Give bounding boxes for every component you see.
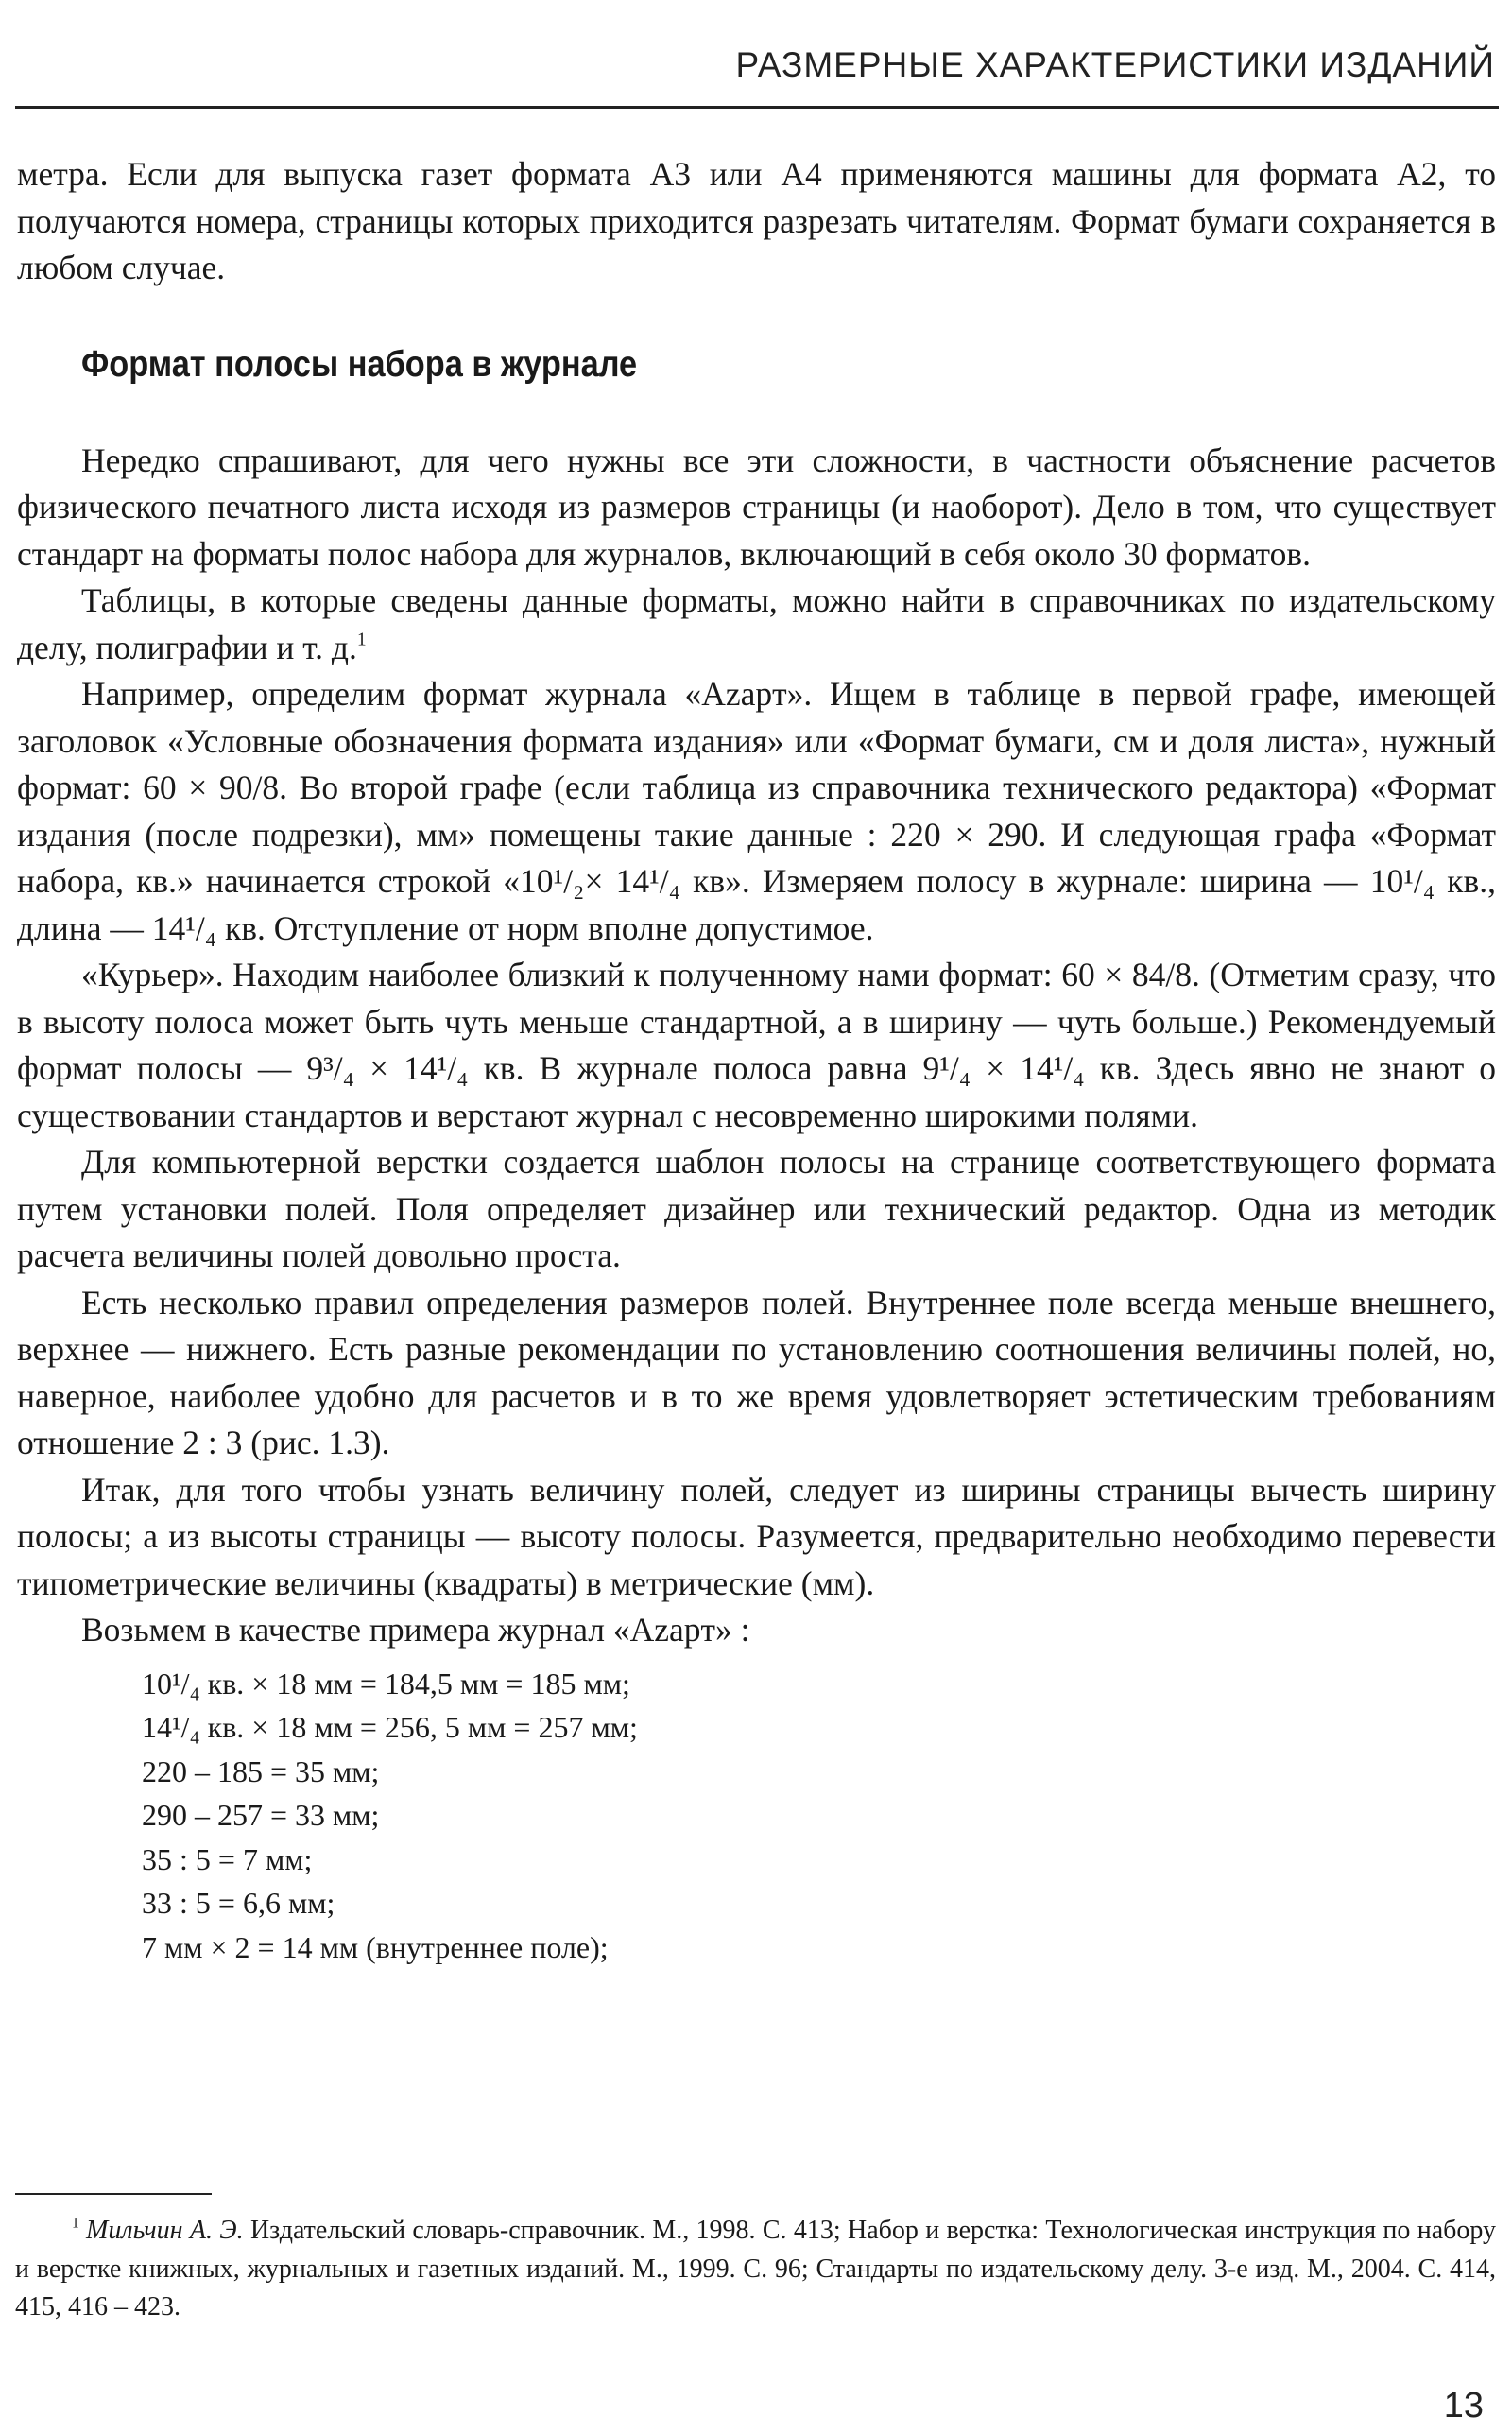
calculation-line: 7 мм × 2 = 14 мм (внутреннее поле); bbox=[142, 1929, 609, 1964]
section-heading: Формат полосы набора в журнале bbox=[81, 343, 638, 385]
paragraph-text: Таблицы, в которые сведены данные форматы, можно найти в справочниках по издательскому делу, полиграфии и т. д. bbox=[17, 581, 1496, 666]
running-title: РАЗМЕРНЫЕ ХАРАКТЕРИСТИКИ ИЗДАНИЙ bbox=[735, 45, 1495, 84]
page-number: 13 bbox=[1443, 2386, 1484, 2426]
paragraph: Для компьютерной верстки создается шаблон полосы на странице соответствующего формата путем установки полей. Поля определяет дизайнер или технический редактор. Одна из методик расчета величины полей довольно проста. bbox=[17, 1143, 1496, 1274]
calculation-line: 10¹/₄ кв. × 18 мм = 184,5 мм = 185 мм; bbox=[142, 1666, 630, 1701]
paragraph: Есть несколько правил определения размеров полей. Внутреннее поле всегда меньше внешнего, верхнее — нижнего. Есть разные рекомендации по установлению соотношения величины полей, но, наверное, наиболее удобно для расчетов и в то же время удовлетворяет эстетическим требованиям отношение 2 : 3 (рис. 1.3). bbox=[17, 1283, 1496, 1461]
footnote-marker: 1 bbox=[72, 2215, 79, 2232]
paragraph: «Курьер». Находим наиболее близкий к полученному нами формат: 60 × 84/8. (Отметим сразу, что в высоту полоса может быть чуть меньше стандартной, а в ширину — чуть больше.) Рекомендуемый формат полосы — 9³/₄ × 14¹/₄ кв. В журнале полоса равна 9¹/₄ × 14¹/₄ кв. Здесь явно не знают о существовании стандартов и верстают журнал с несовременно широкими полями. bbox=[17, 956, 1496, 1134]
footnote-reference[interactable]: 1 bbox=[356, 629, 367, 649]
footnote-divider bbox=[15, 2193, 212, 2195]
footnote-author: Мильчин А. Э. bbox=[86, 2216, 244, 2245]
footnote-body: Издательский словарь-справочник. М., 1998. С. 413; Набор и верстка: Технологическая инструкция по набору и верстке книжных, журнальных и газетных изданий. М., 1999. С. 96; Стандарты по издательскому делу. 3-е изд. М., 2004. С. 414, 415, 416 – 423. bbox=[15, 2216, 1497, 2322]
paragraph: Нередко спрашивают, для чего нужны все эти сложности, в частности объяснение расчетов физического печатного листа исходя из размеров страницы (и наоборот). Дело в том, что существует стандарт на форматы полос набора для журналов, включающий в себя около 30 форматов. bbox=[17, 440, 1496, 573]
running-head bbox=[15, 38, 1499, 109]
calculation-list bbox=[142, 1662, 1496, 1970]
calculation-line: 14¹/₄ кв. × 18 мм = 256, 5 мм = 257 мм; bbox=[142, 1710, 638, 1744]
paragraph: Возьмем в качестве примера журнал «Azapт» : bbox=[81, 1611, 750, 1649]
footnote-text bbox=[15, 2212, 1496, 2327]
calculation-line: 35 : 5 = 7 мм; bbox=[142, 1841, 313, 1876]
paragraph: Например, определим формат журнала «Azapт». Ищем в таблице в первой графе, имеющей заголовок «Условные обозначения формата издания» или «Формат бумаги, см и доля листа», нужный формат: 60 × 90/8. Во второй графе (если таблица из справочника технического редактора) «Формат издания (после подрезки), мм» помещены такие данные : 220 × 290. И следующая графа «Формат набора, кв.» начинается строкой «10¹/₂× 14¹/₄ кв». Измеряем полосу в журнале: ширина — 10¹/₄ кв., длина — 14¹/₄ кв. Отступление от норм вполне допустимое. bbox=[17, 675, 1496, 947]
paragraph bbox=[17, 578, 1496, 671]
paragraph: метра. Если для выпуска газет формата А3 или А4 применяются машины для формата А2, то получаются номера, страницы которых приходится разрезать читателям. Формат бумаги сохраняется в любом случае. bbox=[17, 155, 1496, 286]
footnote bbox=[15, 2212, 1496, 2327]
calculation-line: 33 : 5 = 6,6 мм; bbox=[142, 1886, 335, 1920]
body-text bbox=[17, 151, 1496, 1969]
calculation-line: 290 – 257 = 33 мм; bbox=[142, 1798, 380, 1832]
paragraph: Итак, для того чтобы узнать величину полей, следует из ширины страницы вычесть ширину полосы; а из высоты страницы — высоту полосы. Разумеется, предварительно необходимо перевести типометрические величины (квадраты) в метрические (мм). bbox=[17, 1470, 1496, 1602]
calculation-line: 220 – 185 = 35 мм; bbox=[142, 1753, 380, 1788]
